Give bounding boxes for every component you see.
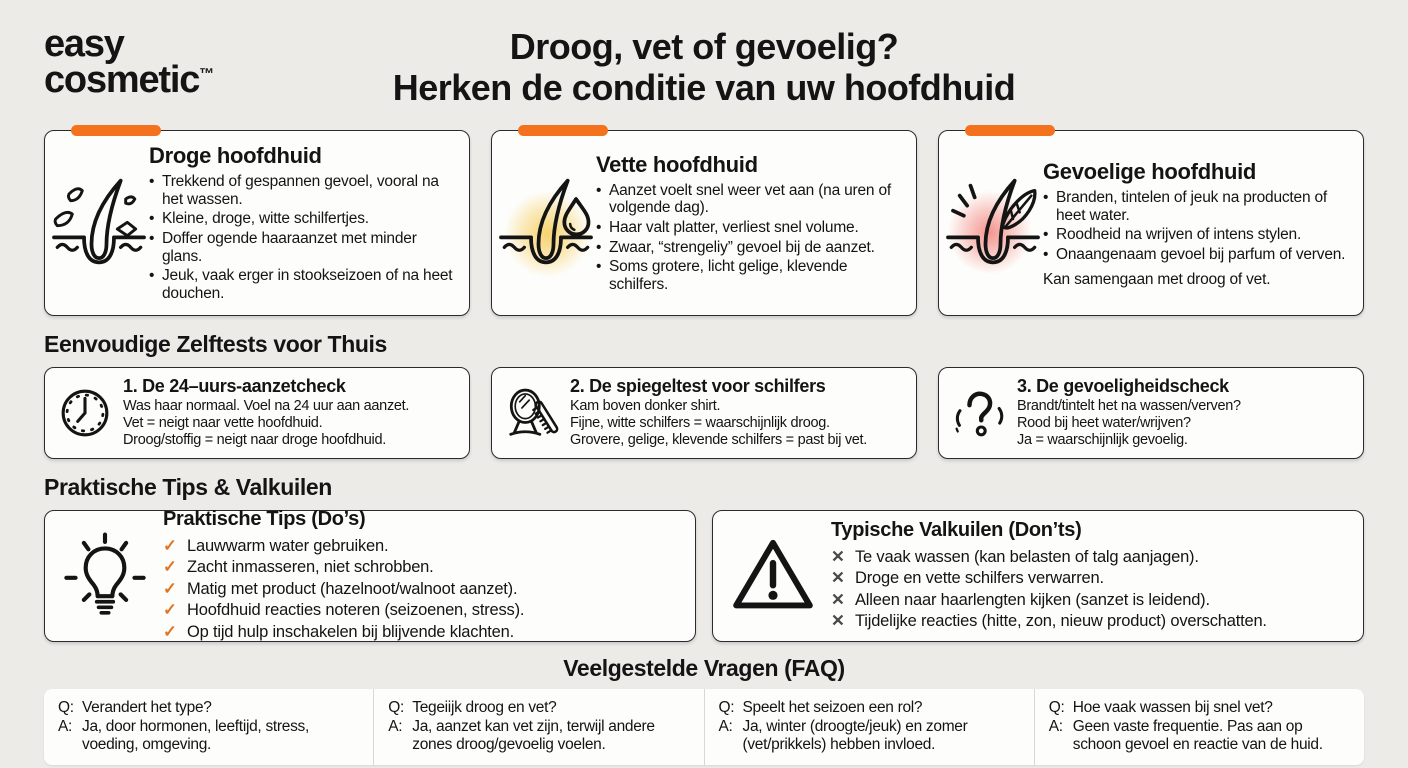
- test-line: Droog/stoffig = neigt naar droge hoofdhuid.: [123, 432, 386, 449]
- accent-pill: [71, 125, 161, 136]
- page-title: [44, 0, 1364, 122]
- accent-pill: [965, 125, 1055, 136]
- dry-follicle-icon: [49, 168, 149, 280]
- bullet-item: • Kleine, droge, witte schilfertjes.: [149, 210, 369, 228]
- faq-strip: [44, 689, 1364, 766]
- faq-answer: A: Ja, door hormonen, leeftijd, stress, voeding, omgeving.: [58, 717, 309, 754]
- card-spiegeltest: [491, 367, 917, 459]
- trademark-symbol: ™: [199, 65, 215, 83]
- test-line: Fijne, witte schilfers = waarschijnlijk droog.: [570, 414, 830, 431]
- cross-icon: ✕: [831, 612, 845, 631]
- card-aanzetcheck: [44, 367, 470, 459]
- faq-item: [373, 689, 703, 766]
- tips-heading: Praktische Tips & Valkuilen: [44, 473, 332, 500]
- test-line: Ja = waarschijnlijk gevoelig.: [1017, 432, 1188, 449]
- do-item: ✓ Matig met product (hazelnoot/walnoot aanzet).: [163, 579, 524, 600]
- card-droge-hoofdhuid: [44, 130, 470, 316]
- cross-icon: ✕: [831, 547, 845, 566]
- dont-item: ✕ Droge en vette schilfers verwarren.: [831, 568, 1267, 589]
- bullet-item: • Onaangenaam gevoel bij parfum of verven.: [1043, 245, 1346, 263]
- test-line: Vet = neigt naar vette hoofdhuid.: [123, 414, 323, 431]
- do-item: ✓ Lauwwarm water gebruiken.: [163, 536, 524, 557]
- check-icon: ✓: [163, 537, 177, 555]
- warning-triangle-icon: [727, 528, 819, 624]
- bullet-item: • Doffer ogende haaraanzet met minder glans.: [149, 229, 417, 265]
- test-line: Rood bij heet water/wrijven?: [1017, 414, 1191, 431]
- faq-question: Q: Verandert het type?: [58, 698, 212, 716]
- test-line: Brandt/tintelt het na wassen/verven?: [1017, 397, 1241, 414]
- faq-item: [44, 689, 373, 766]
- accent-pill: [518, 125, 608, 136]
- dont-item: ✕ Te vaak wassen (kan belasten of talg aanjagen).: [831, 547, 1267, 568]
- faq-item: [1034, 689, 1364, 766]
- brand-logo: [44, 23, 215, 102]
- faq-question: Q: Hoe vaak wassen bij snel vet?: [1048, 698, 1273, 716]
- faq-answer: A: Geen vaste frequentie. Pas aan op schoon gevoel en reactie van de huid.: [1048, 717, 1323, 754]
- brand-line2: cosmetic™: [44, 59, 215, 102]
- donts-list: [831, 547, 1267, 633]
- bullet-item: • Roodheid na wrijven of intens stylen.: [1043, 226, 1302, 244]
- check-icon: ✓: [163, 601, 177, 620]
- selftests-heading: Eenvoudige Zelftests voor Thuis: [44, 330, 387, 357]
- sensitive-follicle-icon: [943, 168, 1043, 280]
- brand-line1: easy: [44, 23, 124, 65]
- faq-question: Q: Speelt het seizoen een rol?: [718, 698, 923, 716]
- bullet-item: • Haar valt platter, verliest snel volume.: [596, 219, 859, 237]
- faq-heading: Veelgestelde Vragen (FAQ): [563, 654, 845, 681]
- dos-title: Praktische Tips (Do’s): [163, 508, 366, 530]
- page-title-line1: Droog, vet of gevoelig?: [509, 26, 899, 67]
- cross-icon: ✕: [831, 590, 845, 609]
- do-item: ✓ Hoofdhuid reacties noteren (seizoenen, stress).: [163, 600, 524, 621]
- card-gevoeligheidscheck: [938, 367, 1364, 459]
- dont-item: ✕ Tijdelijke reacties (hitte, zon, nieuw product) overschatten.: [831, 611, 1267, 632]
- check-icon: ✓: [163, 558, 177, 577]
- faq-answer: A: Ja, winter (droogte/jeuk) en zomer (vet/prikkels) hebben invloed.: [718, 717, 968, 754]
- condition-bullets: [149, 173, 455, 303]
- test-title: 3. De gevoeligheidscheck: [1017, 375, 1229, 396]
- card-vette-hoofdhuid: [491, 130, 917, 316]
- mirror-comb-icon: [504, 382, 560, 444]
- check-icon: ✓: [163, 579, 177, 598]
- dont-item: ✕ Alleen naar haarlengten kijken (sanzet is leidend).: [831, 590, 1267, 611]
- bullet-item: • Soms grotere, licht gelige, klevende schilfers.: [596, 258, 848, 294]
- do-item: ✓ Zacht inmasseren, niet schrobben.: [163, 557, 524, 578]
- lightbulb-icon: [59, 528, 151, 624]
- condition-bullets: [596, 182, 902, 294]
- cross-icon: ✕: [831, 569, 845, 588]
- card-gevoelige-hoofdhuid: [938, 130, 1364, 316]
- test-line: Grovere, gelige, klevende schilfers = past bij vet.: [570, 432, 868, 449]
- faq-question: Q: Tegeiijk droog en vet?: [388, 698, 557, 716]
- condition-note: Kan samengaan met droog of vet.: [1043, 270, 1271, 288]
- tips-row: [44, 510, 1364, 642]
- condition-cards-row: [44, 130, 1364, 316]
- bullet-item: • Branden, tintelen of jeuk na producten of heet water.: [1043, 188, 1327, 224]
- clock-icon: [57, 382, 113, 444]
- test-line: Kam boven donker shirt.: [570, 397, 721, 414]
- do-item: ✓ Op tijd hulp inschakelen bij blijvende klachten.: [163, 622, 524, 643]
- faq-item: [704, 689, 1034, 766]
- card-donts: [712, 510, 1364, 642]
- faq-answer: A: Ja, aanzet kan vet zijn, terwijl andere zones droog/gevoelig voelen.: [388, 717, 655, 754]
- condition-bullets: [1043, 189, 1349, 264]
- condition-title: Gevoelige hoofdhuid: [1043, 158, 1257, 184]
- dos-list: [163, 536, 524, 643]
- check-icon: ✓: [163, 622, 177, 641]
- bullet-item: • Jeuk, vaak erger in stookseizoen of na heet douchen.: [149, 267, 453, 302]
- test-title: 2. De spiegeltest voor schilfers: [570, 375, 826, 396]
- bullet-item: • Trekkend of gespannen gevoel, vooral na het wassen.: [149, 173, 439, 208]
- condition-title: Vette hoofdhuid: [596, 151, 758, 177]
- oily-follicle-icon: [496, 168, 596, 280]
- test-title: 1. De 24–uurs-aanzetcheck: [123, 375, 346, 396]
- page-title-line2: Herken de conditie van uw hoofdhuid: [392, 67, 1016, 109]
- card-dos: [44, 510, 696, 642]
- condition-title: Droge hoofdhuid: [149, 143, 322, 168]
- bullet-item: • Zwaar, “strengeliy” gevoel bij de aanzet.: [596, 238, 875, 256]
- donts-title: Typische Valkuilen (Don’ts): [831, 518, 1082, 541]
- question-mark-icon: [951, 382, 1007, 444]
- test-line: Was haar normaal. Voel na 24 uur aan aanzet.: [123, 397, 410, 414]
- selftests-row: [44, 367, 1364, 459]
- bullet-item: • Aanzet voelt snel weer vet aan (na uren of volgende dag).: [596, 181, 891, 217]
